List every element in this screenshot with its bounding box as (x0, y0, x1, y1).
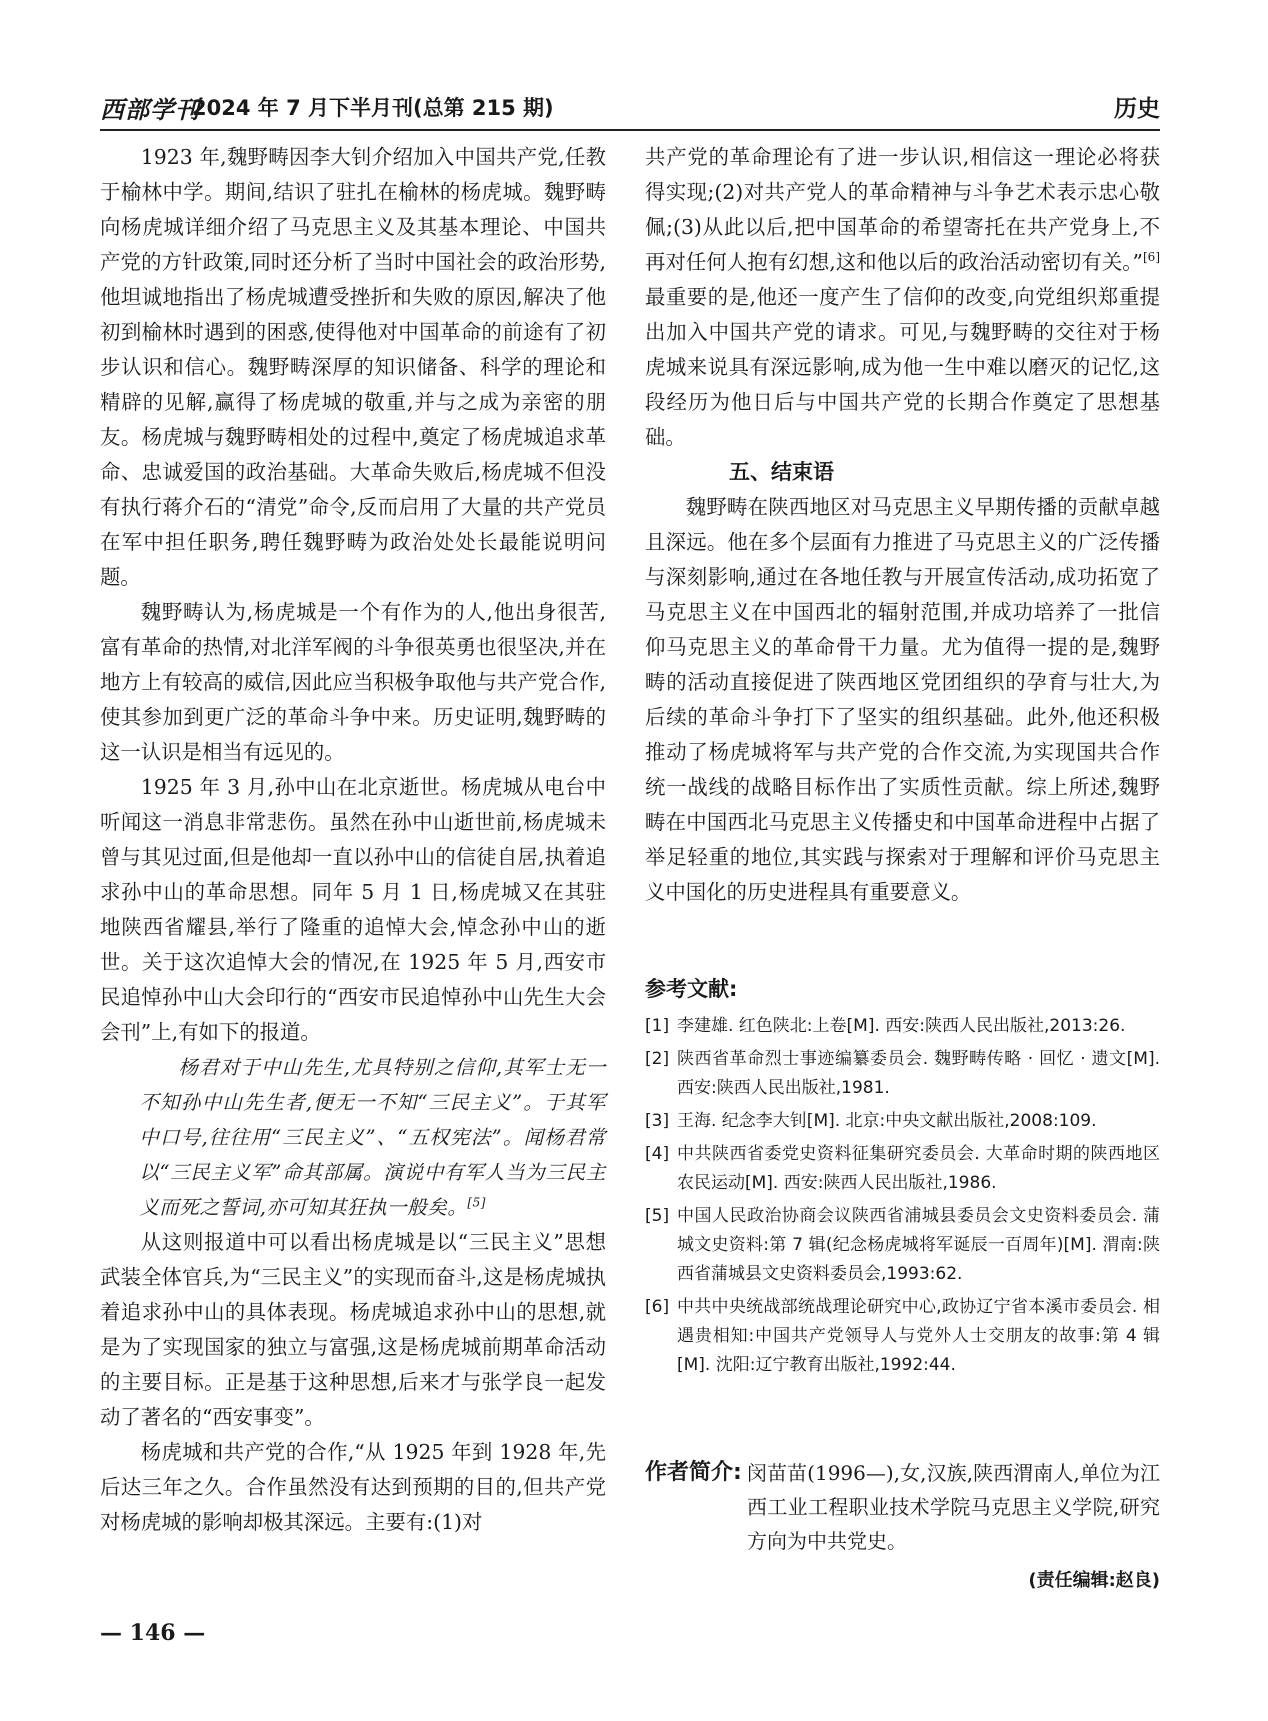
editor-credit: (责任编辑:赵良) (1028, 1570, 1160, 1591)
author-text: 闵苗苗(1996—),女,汉族,陕西渭南人,单位为江西工业工程职业技术学院马克思主义学院,研究方向为中共党史。 (747, 1461, 1160, 1553)
paragraph: 1925 年 3 月,孙中山在北京逝世。杨虎城从电台中听闻这一消息非常悲伤。虽然在孙中山逝世前,杨虎城未曾与其见过面,但是他却一直以孙中山的信徒自居,执着追求孙中山的革命思想。同年 5 月 1 日,杨虎城又在其驻地陕西省耀县,举行了隆重的追悼大会,悼念孙中山的逝世。关于这次追悼大会的情况,在 1925 年 5 月,西安市民追悼孙中山大会印行的“西安市民追悼孙中山先生大会会刊”上,有如下的报道。 (100, 775, 606, 1044)
page-number: — 146 — (100, 1620, 206, 1646)
reference-text: 陕西省革命烈士事迹编纂委员会. 魏野畴传略 · 回忆 · 遗文[M]. 西安:陕西人民出版社,1981. (677, 1049, 1160, 1098)
reference-text: 中共陕西省委党史资料征集研究委员会. 大革命时期的陕西地区农民运动[M]. 西安:陕西人民出版社,1986. (677, 1144, 1160, 1193)
reference-number: [4] (645, 1144, 670, 1164)
header-rule (100, 129, 1160, 131)
quote-text: 杨君对于中山先生,尤具特别之信仰,其军士无一不知孙中山先生者,便无一不知“三民主义”。于其军中口号,往往用“三民主义”、“五权宪法”。闻杨君常以“三民主义军”命其部属。演说中有军人当为三民主义而死之誓词,亦可知其狂执一般矣。 (139, 1056, 606, 1219)
paragraph: 杨虎城和共产党的合作,“从 1925 年到 1928 年,先后达三年之久。合作虽然没有达到预期的目的,但共产党对杨虎城的影响却极其深远。主要有:(1)对 (100, 1440, 606, 1534)
reference-number: [5] (645, 1206, 670, 1226)
reference-item (645, 1202, 1160, 1289)
reference-number: [3] (645, 1111, 670, 1131)
reference-text: 李建雄. 红色陕北:上卷[M]. 西安:陕西人民出版社,2013:26. (677, 1016, 1126, 1036)
author-label: 作者简介: (645, 1460, 742, 1485)
issue-info: 2024 年 7 月下半月刊(总第 215 期) (192, 96, 554, 120)
paragraph (645, 140, 1160, 455)
section-tag: 历史 (1114, 96, 1160, 122)
reference-number: [2] (645, 1049, 670, 1069)
references-list (645, 1012, 1160, 1384)
reference-number: [6] (645, 1297, 670, 1317)
reference-item (645, 1012, 1160, 1041)
reference-item (645, 1107, 1160, 1136)
citation: [6] (1143, 250, 1160, 265)
paragraph-text: 共产党的革命理论有了进一步认识,相信这一理论必将获得实现;(2)对共产党人的革命精神与斗争艺术表示忠心敬佩;(3)从此以后,把中国革命的希望寄托在共产党身上,不再对任何人抱有幻想,这和他以后的政治活动密切有关。” (645, 145, 1160, 274)
reference-item (645, 1140, 1160, 1198)
left-column (100, 140, 606, 1540)
reference-text: 中国人民政治协商会议陕西省浦城县委员会文史资料委员会. 蒲城文史资料:第 7 辑(纪念杨虎城将军诞辰一百周年)[M]. 渭南:陕西省蒲城县文史资料委员会,1993:62. (677, 1206, 1160, 1284)
paragraph: 从这则报道中可以看出杨虎城是以“三民主义”思想武装全体官兵,为“三民主义”的实现而奋斗,这是杨虎城执着追求孙中山的具体表现。杨虎城追求孙中山的思想,就是为了实现国家的独立与富强,这是杨虎城前期革命活动的主要目标。正是基于这种思想,后来才与张学良一起发动了著名的“西安事变”。 (100, 1230, 606, 1429)
section-heading: 五、结束语 (729, 460, 834, 484)
page-header (100, 88, 1160, 128)
references-heading: 参考文献: (645, 977, 738, 1001)
reference-text: 中共中央统战部统战理论研究中心,政协辽宁省本溪市委员会. 相遇贵相知:中国共产党领导人与党外人士交朋友的故事:第 4 辑[M]. 沈阳:辽宁教育出版社,1992:44. (677, 1297, 1160, 1375)
paragraph-text: 最重要的是,他还一度产生了信仰的改变,向党组织郑重提出加入中国共产党的请求。可见,与魏野畴的交往对于杨虎城来说具有深远影响,成为他一生中难以磨灭的记忆,这段经历为他日后与中国共产党的长期合作奠定了思想基础。 (645, 285, 1160, 449)
paragraph: 魏野畴在陕西地区对马克思主义早期传播的贡献卓越且深远。他在多个层面有力推进了马克思主义的广泛传播与深刻影响,通过在各地任教与开展宣传活动,成功拓宽了马克思主义在中国西北的辐射范围,并成功培养了一批信仰马克思主义的革命骨干力量。尤为值得一提的是,魏野畴的活动直接促进了陕西地区党团组织的孕育与壮大,为后续的革命斗争打下了坚实的组织基础。此外,他还积极推动了杨虎城将军与共产党的合作交流,为实现国共合作统一战线的战略目标作出了实质性贡献。综上所述,魏野畴在中国西北马克思主义传播史和中国革命进程中占据了举足轻重的地位,其实践与探索对于理解和评价马克思主义中国化的历史进程具有重要意义。 (645, 495, 1160, 904)
reference-item (645, 1045, 1160, 1103)
journal-logo: 西部学刊 (100, 95, 200, 124)
reference-text: 王海. 纪念李大钊[M]. 北京:中央文献出版社,2008:109. (677, 1111, 1097, 1131)
paragraph: 魏野畴认为,杨虎城是一个有作为的人,他出身很苦,富有革命的热情,对北洋军阀的斗争很英勇也很坚决,并在地方上有较高的威信,因此应当积极争取他与共产党合作,使其参加到更广泛的革命斗争中来。历史证明,魏野畴的这一认识是相当有远见的。 (100, 600, 606, 764)
citation: [5] (467, 1195, 486, 1210)
right-column (645, 140, 1160, 910)
author-bio (645, 1456, 1160, 1558)
block-quote (100, 1050, 606, 1225)
reference-number: [1] (645, 1016, 670, 1036)
reference-item (645, 1293, 1160, 1380)
paragraph: 1923 年,魏野畴因李大钊介绍加入中国共产党,任教于榆林中学。期间,结识了驻扎在榆林的杨虎城。魏野畴向杨虎城详细介绍了马克思主义及其基本理论、中国共产党的方针政策,同时还分析了当时中国社会的政治形势,他坦诚地指出了杨虎城遭受挫折和失败的原因,解决了他初到榆林时遇到的困惑,使得他对中国革命的前途有了初步认识和信心。魏野畴深厚的知识储备、科学的理论和精辟的见解,赢得了杨虎城的敬重,并与之成为亲密的朋友。杨虎城与魏野畴相处的过程中,奠定了杨虎城追求革命、忠诚爱国的政治基础。大革命失败后,杨虎城不但没有执行蒋介石的“清党”命令,反而启用了大量的共产党员在军中担任职务,聘任魏野畴为政治处处长最能说明问题。 (100, 145, 606, 589)
